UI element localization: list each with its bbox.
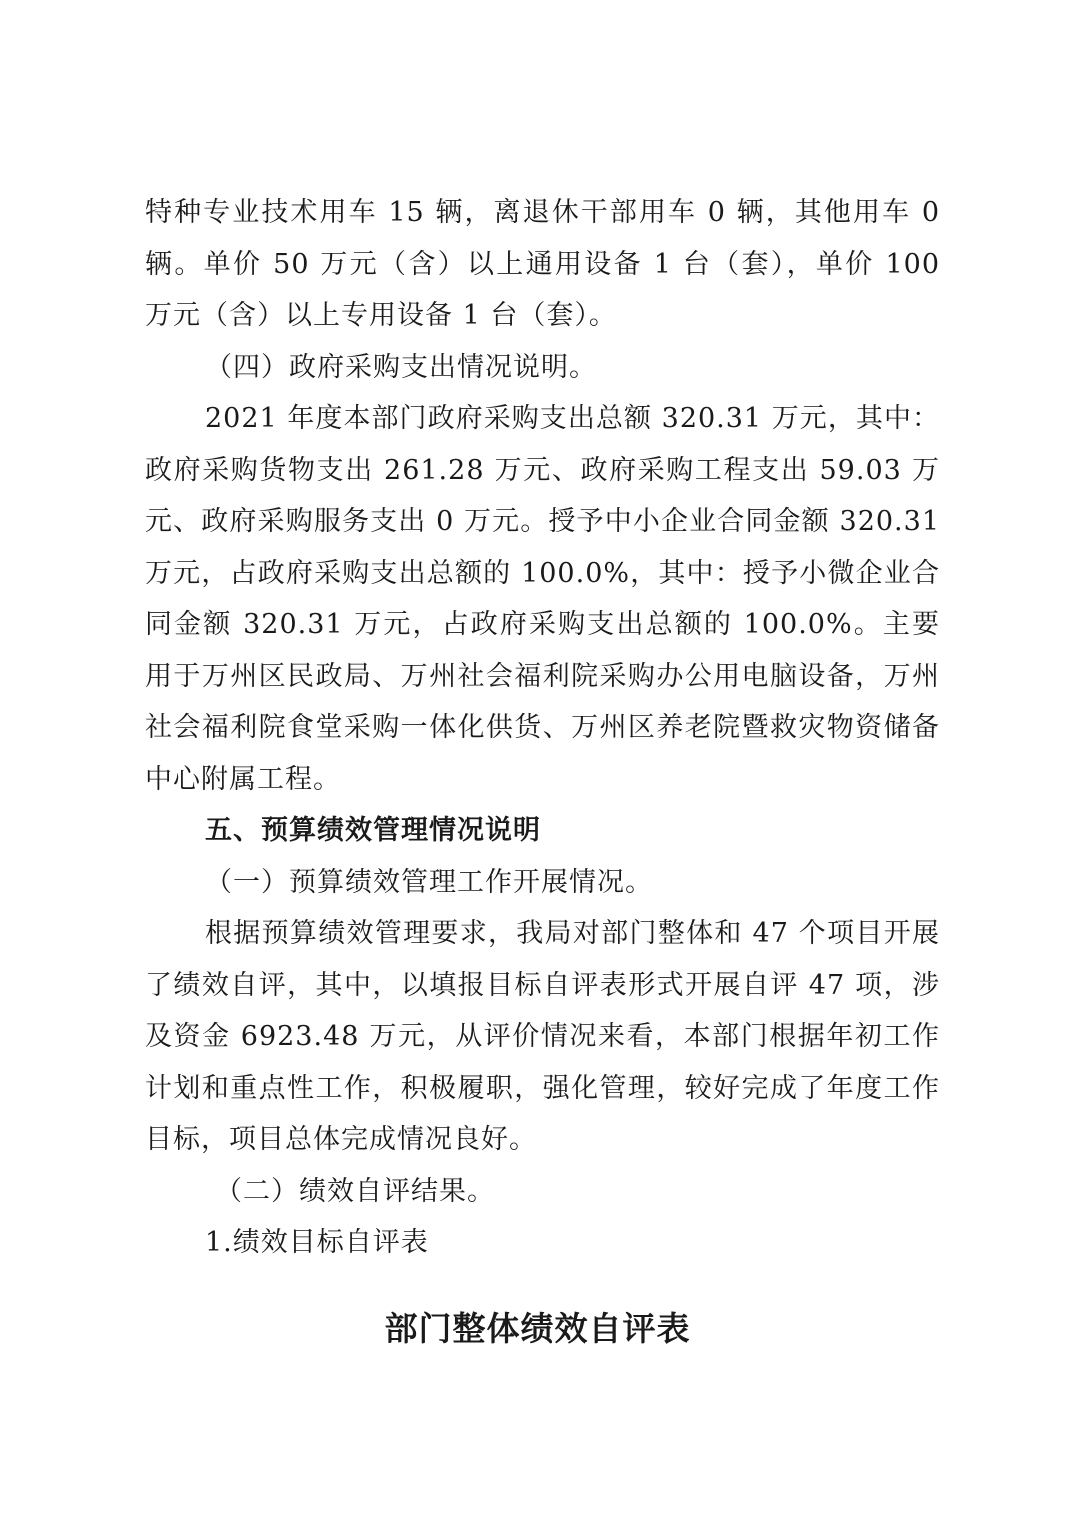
performance-work-paragraph: 根据预算绩效管理要求，我局对部门整体和 47 个项目开展了绩效自评，其中，以填报目标自评表形式开展自评 47 项，涉及资金 6923.48 万元，从评价情况来看，本部门根据年初工作计划和重点性工作，积极履职，强化管理，较好完成了年度工作目标，项目总体完成情况良好。 — [145, 918, 940, 1155]
document-body — [145, 187, 940, 1269]
procurement-subheading: （四）政府采购支出情况说明。 — [205, 351, 597, 383]
vehicle-equipment-paragraph: 特种专业技术用车 15 辆，离退休干部用车 0 辆，其他用车 0 辆。单价 50 万元（含）以上通用设备 1 台（套），单价 100 万元（含）以上专用设备 1 台（套）。 — [145, 197, 940, 331]
performance-work-subheading: （一）预算绩效管理工作开展情况。 — [205, 866, 653, 898]
procurement-paragraph: 2021 年度本部门政府采购支出总额 320.31 万元，其中：政府采购货物支出 261.28 万元、政府采购工程支出 59.03 万元、政府采购服务支出 0 万元。授予中小企业合同金额 320.31 万元，占政府采购支出总额的 100.0%，其中：授予小微企业合同金额 320.31 万元，占政府采购支出总额的 100.0%。主要用于万州区民政局、万州社会福利院采购办公用电脑设备，万州社会福利院食堂采购一体化供货、万州区养老院暨救灾物资储备中心附属工程。 — [145, 403, 940, 795]
section-five-heading: 五、预算绩效管理情况说明 — [205, 815, 541, 846]
self-evaluation-item: 1.绩效目标自评表 — [205, 1227, 429, 1258]
self-evaluation-subheading: （二）绩效自评结果。 — [215, 1175, 495, 1207]
table-title: 部门整体绩效自评表 — [384, 1309, 691, 1348]
